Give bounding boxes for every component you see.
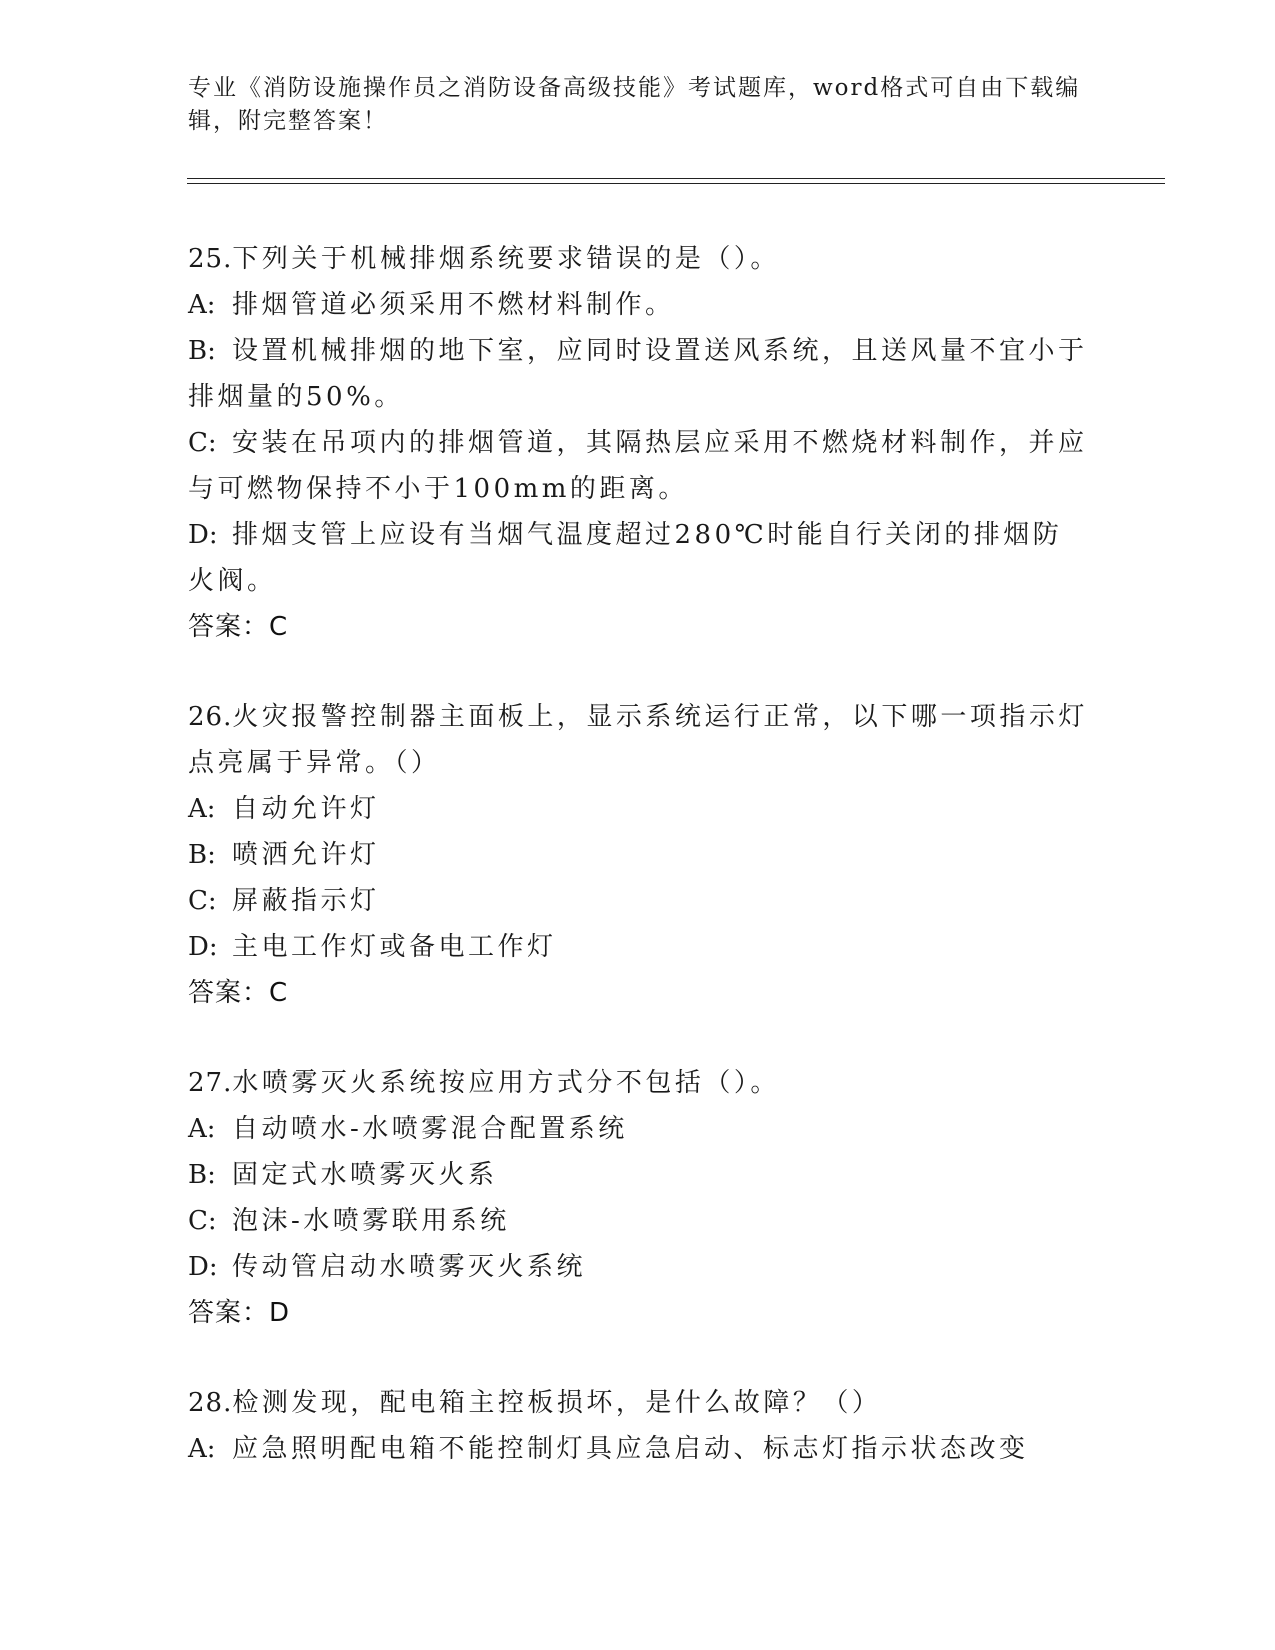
option-text: 安装在吊项内的排烟管道，其隔热层应采用不燃烧材料制作，并应与可燃物保持不小于100mm的距离。 (188, 428, 1088, 504)
question-stem (188, 236, 1088, 282)
question-text: 下列关于机械排烟系统要求错误的是（）。 (232, 244, 780, 274)
option-a (188, 1106, 1088, 1152)
option-letter: D: (188, 932, 218, 962)
question-number: 25. (188, 244, 233, 274)
option-letter: C: (188, 886, 217, 916)
option-c (188, 420, 1088, 512)
option-text: 设置机械排烟的地下室，应同时设置送风系统，且送风量不宜小于排烟量的50%。 (188, 336, 1088, 412)
question-stem (188, 1060, 1088, 1106)
question-27 (188, 1060, 1088, 1336)
option-text: 固定式水喷雾灭火系 (232, 1160, 498, 1190)
option-text: 主电工作灯或备电工作灯 (232, 932, 557, 962)
answer-line: 答案：D (188, 1298, 291, 1328)
option-letter: A: (188, 1114, 216, 1144)
answer-line: 答案：C (188, 978, 289, 1008)
option-letter: A: (188, 794, 216, 824)
header-divider-top (187, 178, 1165, 179)
question-text: 水喷雾灭火系统按应用方式分不包括（）。 (232, 1068, 780, 1098)
option-c (188, 878, 1088, 924)
option-letter: C: (188, 1206, 217, 1236)
option-letter: A: (188, 1434, 216, 1464)
option-text: 排烟管道必须采用不燃材料制作。 (232, 290, 675, 320)
option-text: 应急照明配电箱不能控制灯具应急启动、标志灯指示状态改变 (232, 1434, 1029, 1464)
option-d (188, 512, 1088, 604)
option-b (188, 328, 1088, 420)
option-text: 喷洒允许灯 (232, 840, 380, 870)
option-letter: A: (188, 290, 216, 320)
option-letter: D: (188, 1252, 218, 1282)
option-text: 屏蔽指示灯 (232, 886, 380, 916)
question-28 (188, 1380, 1088, 1472)
option-letter: B: (188, 336, 216, 366)
option-b (188, 832, 1088, 878)
option-c (188, 1198, 1088, 1244)
question-list (188, 236, 1088, 1516)
option-b (188, 1152, 1088, 1198)
question-stem (188, 1380, 1088, 1426)
option-d (188, 924, 1088, 970)
option-letter: B: (188, 840, 216, 870)
question-text: 检测发现，配电箱主控板损坏，是什么故障？（） (232, 1388, 882, 1418)
question-25 (188, 236, 1088, 650)
option-a (188, 282, 1088, 328)
header-divider-bottom (187, 183, 1165, 184)
option-text: 自动允许灯 (232, 794, 380, 824)
option-a (188, 1426, 1088, 1472)
question-number: 27. (188, 1068, 233, 1098)
option-text: 传动管启动水喷雾灭火系统 (232, 1252, 587, 1282)
question-number: 28. (188, 1388, 233, 1418)
option-text: 自动喷水-水喷雾混合配置系统 (232, 1114, 628, 1144)
option-d (188, 1244, 1088, 1290)
answer-line: 答案：C (188, 612, 289, 642)
option-text: 泡沫-水喷雾联用系统 (232, 1206, 510, 1236)
question-text: 火灾报警控制器主面板上，显示系统运行正常，以下哪一项指示灯点亮属于异常。（） (188, 702, 1088, 778)
option-letter: D: (188, 520, 218, 550)
page-header: 专业《消防设施操作员之消防设备高级技能》考试题库，word格式可自由下载编辑，附完整答案！ (188, 75, 1081, 134)
option-letter: B: (188, 1160, 216, 1190)
option-a (188, 786, 1088, 832)
option-text: 排烟支管上应设有当烟气温度超过280℃时能自行关闭的排烟防火阀。 (188, 520, 1063, 596)
question-stem (188, 694, 1088, 786)
question-26 (188, 694, 1088, 1016)
question-number: 26. (188, 702, 233, 732)
option-letter: C: (188, 428, 217, 458)
